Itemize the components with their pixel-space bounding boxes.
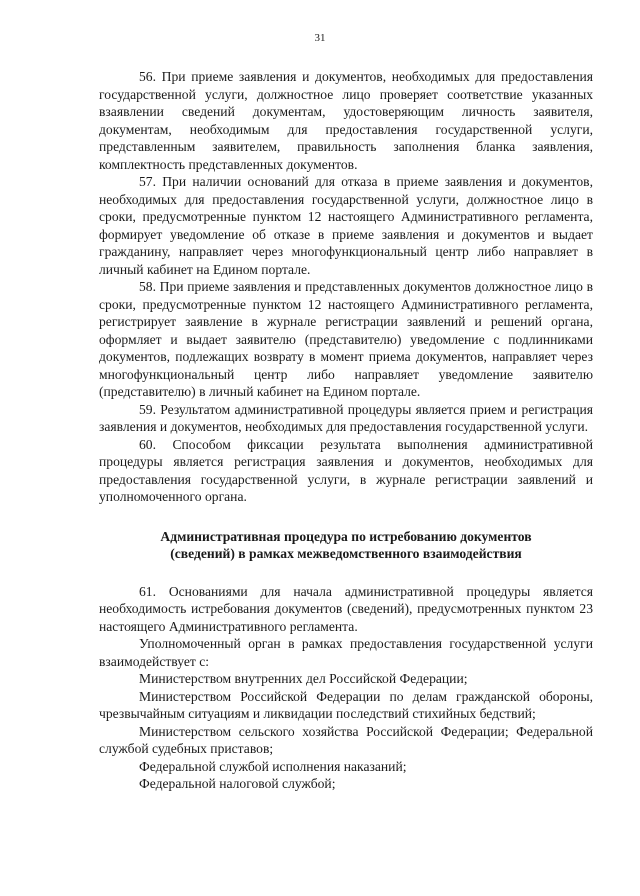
section-heading-line-2: (сведений) в рамках межведомственного взаимодействия xyxy=(170,546,522,561)
paragraph-56: 56. При приеме заявления и документов, необходимых для предоставления государственной услуги, должностное лицо проверяет соответствие указанных взаявлении сведений документам, удостоверяющим личность заявителя, документам, необходимым для предоставления государственной услуги, представленным заявителем, правильность заполнения бланка заявления, комплектность представленных документов. xyxy=(99,69,593,172)
list-item-fsin: Федеральной службой исполнения наказаний; xyxy=(139,758,407,774)
list-item-mvd: Министерством внутренних дел Российской Федерации; xyxy=(139,671,468,686)
list-item-minselhoz-fssp: Министерством сельского хозяйства Российской Федерации; Федеральной службой судебных приставов; xyxy=(99,723,593,756)
list-item-mchs: Министерством Российской Федерации по делам гражданской обороны, чрезвычайным ситуациям и ликвидации последствий стихийных бедствий; xyxy=(99,688,593,721)
page-number: 31 xyxy=(314,32,326,44)
paragraph-58: 58. При приеме заявления и представленных документов должностное лицо в сроки, предусмотренные пунктом 12 настоящего Административного регламента, регистрирует заявление в журнале регистрации заявлений и решений органа, оформляет и выдает заявителю (представителю) уведомление с подлинниками документов, подлежащих возврату в момент приема документов, направляет через многофункциональный центр либо направляет уведомление заявителю (представителю) в личный кабинет на Едином портале. xyxy=(99,279,593,399)
paragraph-59: 59. Результатом административной процедуры является прием и регистрация заявления и документов, необходимых для предоставления государственной услуги. xyxy=(99,401,593,434)
section-heading-line-1: Административная процедура по истребованию документов xyxy=(160,528,532,544)
page-content xyxy=(99,68,593,793)
paragraph-interaction-intro: Уполномоченный орган в рамках предоставления государственной услуги взаимодействует с: xyxy=(99,636,593,669)
paragraph-57: 57. При наличии оснований для отказа в приеме заявления и документов, необходимых для предоставления государственной услуги, должностное лицо в сроки, предусмотренные пунктом 12 настоящего Административного регламента, формирует уведомление об отказе в приеме заявления и документов и выдает гражданину, направляет через многофункциональный центр либо направляет в личный кабинет на Едином портале. xyxy=(99,174,593,277)
paragraph-61: 61. Основаниями для начала административной процедуры является необходимость истребования документов (сведений), предусмотренных пунктом 23 настоящего Административного регламента. xyxy=(99,583,593,634)
list-item-fns: Федеральной налоговой службой; xyxy=(139,776,336,791)
section-heading xyxy=(99,528,593,563)
paragraph-60: 60. Способом фиксации результата выполнения административной процедуры является регистрация заявления и документов, необходимых для предоставления государственной услуги, в журнале регистрации заявлений и уполномоченного органа. xyxy=(99,436,593,504)
